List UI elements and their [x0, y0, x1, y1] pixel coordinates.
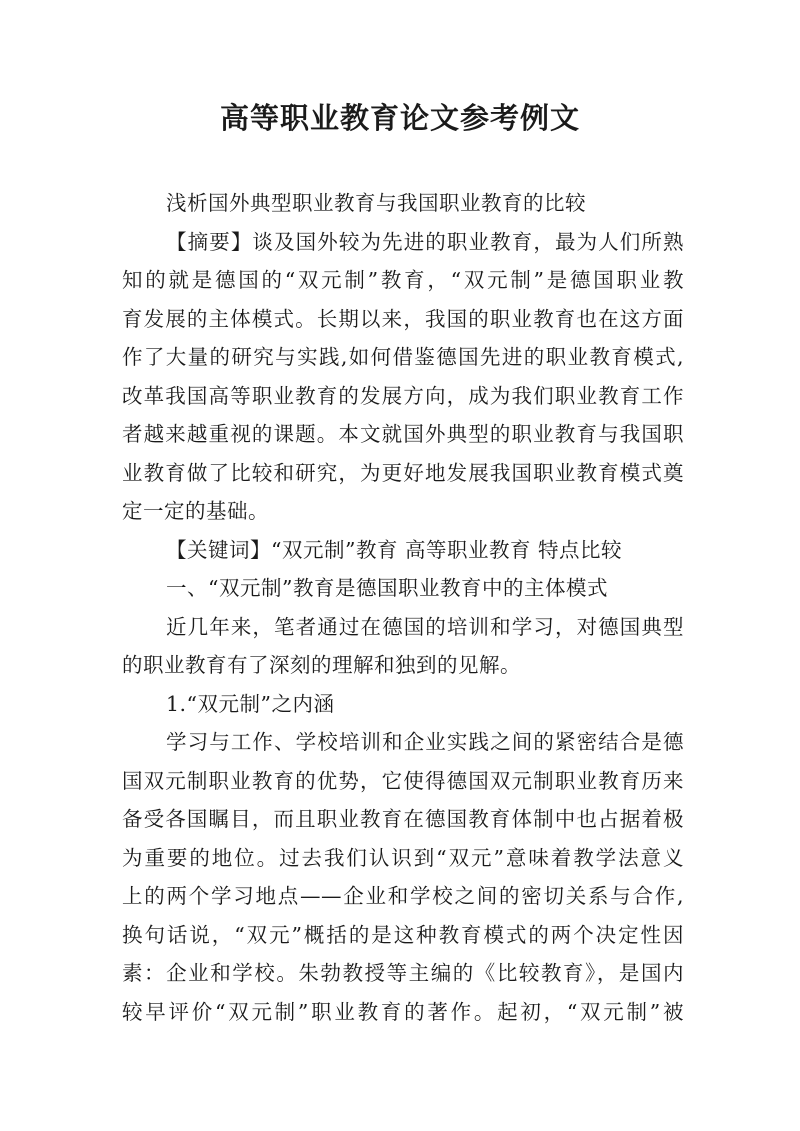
paragraph-line: 浅析国外典型职业教育与我国职业教育的比较 [166, 191, 586, 215]
paragraph-line: 较早评价“双元制”职业教育的著作。起初，“双元制”被 [122, 999, 684, 1024]
paragraph [122, 184, 684, 223]
paragraph [122, 685, 684, 724]
paragraph-line: 者越来越重视的课题。本文就国外典型的职业教育与我国职 [122, 422, 684, 446]
paragraph-line: 1.“双元制”之内涵 [166, 691, 335, 716]
document-title: 高等职业教育论文参考例文 [219, 101, 580, 135]
paragraph [122, 569, 684, 608]
paragraph-line: 改革我国高等职业教育的发展方向，成为我们职业教育工作 [122, 383, 684, 408]
paragraph [122, 531, 684, 570]
paragraph-line: 【摘要】谈及国外较为先进的职业教育，最为人们所熟 [166, 229, 684, 254]
paragraph-line: 知的就是德国的“双元制”教育，“双元制”是德国职业教 [122, 268, 684, 292]
paragraph-line: 业教育做了比较和研究，为更好地发展我国职业教育模式奠 [122, 460, 684, 485]
paragraph-line: 一、“双元制”教育是德国职业教育中的主体模式 [166, 576, 608, 600]
paragraph-line: 素：企业和学校。朱勃教授等主编的《比较教育》，是国内 [122, 961, 684, 985]
paragraph-line: 近几年来，笔者通过在德国的培训和学习，对德国典型 [166, 614, 684, 639]
paragraph-line: 备受各国瞩目，而且职业教育在德国教育体制中也占据着极 [122, 807, 684, 831]
paragraph [122, 223, 684, 531]
paragraph-line: 上的两个学习地点——企业和学校之间的密切关系与合作, [122, 884, 684, 908]
paragraph-line: 作了大量的研究与实践,如何借鉴德国先进的职业教育模式, [122, 345, 684, 369]
paragraph-line: 【关键词】“双元制”教育 高等职业教育 特点比较 [166, 537, 622, 562]
paragraph-line: 育发展的主体模式。长期以来，我国的职业教育也在这方面 [122, 306, 684, 331]
paragraph-line: 国双元制职业教育的优势，它使得德国双元制职业教育历来 [122, 768, 684, 793]
paragraph-line: 学习与工作、学校培训和企业实践之间的紧密结合是德 [166, 730, 684, 754]
paragraph-line: 的职业教育有了深刻的理解和独到的见解。 [122, 653, 521, 677]
paragraph-line: 为重要的地位。过去我们认识到“双元”意味着教学法意义 [122, 845, 684, 870]
paragraph-line: 定一定的基础。 [122, 499, 269, 523]
paragraph [122, 723, 684, 1031]
document-body [122, 184, 684, 1031]
paragraph [122, 608, 684, 685]
paragraph-line: 换句话说，“双元”概括的是这种教育模式的两个决定性因 [122, 922, 684, 947]
